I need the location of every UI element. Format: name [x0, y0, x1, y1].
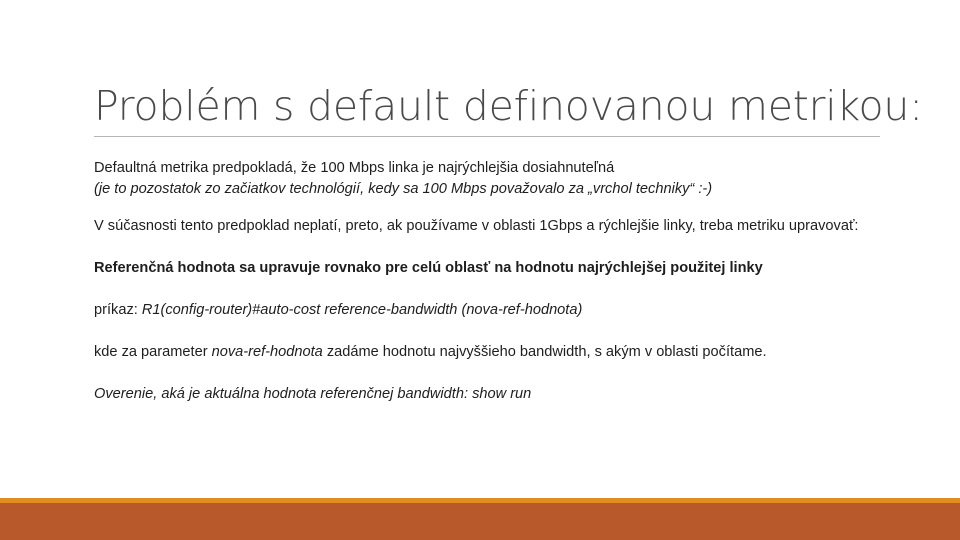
command-text: R1(config-router)#auto-cost reference-bandwidth (nova-ref-hodnota)	[141, 302, 583, 318]
paragraph-command	[94, 300, 884, 321]
title-divider	[94, 136, 880, 137]
footer-band	[0, 503, 960, 540]
parameter-name: nova-ref-hodnota	[211, 344, 323, 360]
parameter-suffix: zadáme hodnotu najvyššieho bandwidth, s akým v oblasti počítame.	[322, 344, 767, 360]
slide-title: Problém s default definovanou metrikou:	[94, 82, 923, 130]
paragraph-current-state: V súčasnosti tento predpoklad neplatí, preto, ak používame v oblasti 1Gbps a rýchlejšie linky, treba metriku upravovať:	[94, 218, 859, 234]
paragraph-parameter	[94, 342, 884, 363]
paragraph-default-metric-note: (je to pozostatok zo začiatkov technológií, kedy sa 100 Mbps považovalo za „vrchol techniky“ :-)	[94, 181, 713, 197]
slide-body	[94, 158, 884, 405]
paragraph-verification: Overenie, aká je aktuálna hodnota referenčnej bandwidth: show run	[94, 386, 532, 402]
paragraph-default-metric	[94, 158, 884, 200]
parameter-prefix: kde za parameter	[94, 344, 212, 360]
paragraph-default-metric-line1: Defaultná metrika predpokladá, že 100 Mbps linka je najrýchlejšia dosiahnuteľná	[94, 160, 615, 176]
paragraph-reference-value: Referenčná hodnota sa upravuje rovnako pre celú oblasť na hodnotu najrýchlejšej použitej linky	[94, 260, 763, 276]
command-prefix: príkaz:	[94, 302, 142, 318]
